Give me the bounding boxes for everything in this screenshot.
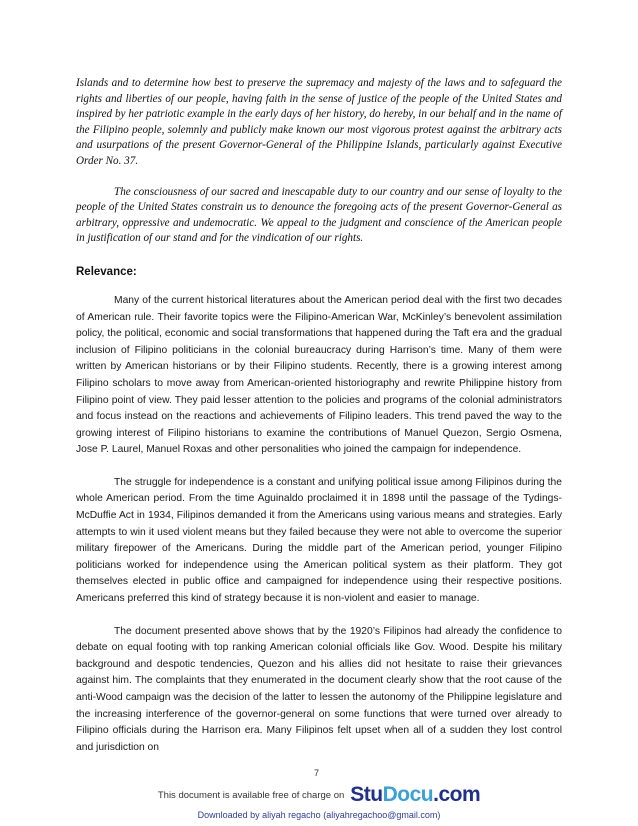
section-heading: Relevance: <box>76 265 137 278</box>
body-paragraph-3: The document presented above shows that by the 1920’s Filipinos had already the confidence to debate on equal footing with top ranking American colonial officials like Gov. Wood. Despite his military background and despotic tendencies, Quezon and his allies did not hesitate to raise their grievances against him. The complaints that they enumerated in the document clearly show that the root cause of the anti-Wood campaign was the decision of the latter to lessen the autonomy of the Philippine legislature and the increasing interference of the governor-general on some functions that were turned over already to Filipino officials during the Harrison era. Many Filipinos felt upset when all of a sudden they lost control and jurisdiction on <box>76 625 562 753</box>
footer-availability <box>0 784 638 806</box>
quoted-paragraph-2: The consciousness of our sacred and inescapable duty to our country and our sense of loyalty to the people of the United States constrain us to denounce the foregoing acts of the present Governor-General as arbitrary, oppressive and undemocratic. We appeal to the judgment and conscience of the American people in justification of our stand and for the vindication of our rights. <box>76 185 562 245</box>
body-paragraph-1: Many of the current historical literatures about the American period deal with the first two decades of American rule. Their favorite topics were the Filipino-American War, McKinley’s benevolent assimilation policy, the political, economic and social transformations that happened during the Taft era and the gradual inclusion of Filipino politicians in the colonial bureaucracy during Harrison’s time. Many of them were written by American historians or by their Filipino students. Recently, there is a growing interest among Filipino scholars to move away from American-oriented historiography and rewrite Philippine history from Filipino point of view. They paid lesser attention to the policies and programs of the colonial administrators and focus instead on the reactions and achievements of Filipino leaders. This trend paved the way to the growing interest of Filipino historians to examine the contributions of Manuel Quezon, Sergio Osmena, Jose P. Laurel, Manuel Roxas and other personalities who joined the campaign for independence. <box>76 294 562 456</box>
availability-text: This document is available free of charge on <box>157 789 345 801</box>
studocu-logo-link[interactable] <box>350 784 480 806</box>
logo-text-com: .com <box>433 783 481 806</box>
downloaded-by-text: Downloaded by aliyah regacho (aliyahregachoo@gmail.com) <box>197 810 441 820</box>
logo-text-docu: Docu <box>382 783 434 806</box>
body-paragraph-2: The struggle for independence is a constant and unifying political issue among Filipinos during the whole American period. From the time Aguinaldo proclaimed it in 1898 until the passage of the Tydings-McDuffie Act in 1934, Filipinos demanded it from the Americans using various means and strategies. Early attempts to win it used violent means but they failed because they were not able to overcome the superior military firepower of the Americans. During the middle part of the American period, younger Filipino politicians worked for independence using the American political system as their platform. They got themselves elected in public office and campaigned for independence using their respective positions. Americans preferred this kind of strategy because it is non-violent and easier to manage. <box>76 476 562 605</box>
document-body <box>76 76 562 756</box>
page-number: 7 <box>314 768 320 778</box>
quoted-paragraph-1: Islands and to determine how best to preserve the supremacy and majesty of the laws and to safeguard the rights and liberties of our people, having faith in the sense of justice of the people of the United States and inspired by her patriotic example in the early days of her history, do hereby, in our behalf and in the name of the Filipino people, solemnly and publicly make known our most vigorous protest against the arbitrary acts and usurpations of the present Governor-General of the Philippine Islands, particularly against Executive Order No. 37. <box>76 77 562 167</box>
logo-text-stu: Stu <box>350 783 383 806</box>
